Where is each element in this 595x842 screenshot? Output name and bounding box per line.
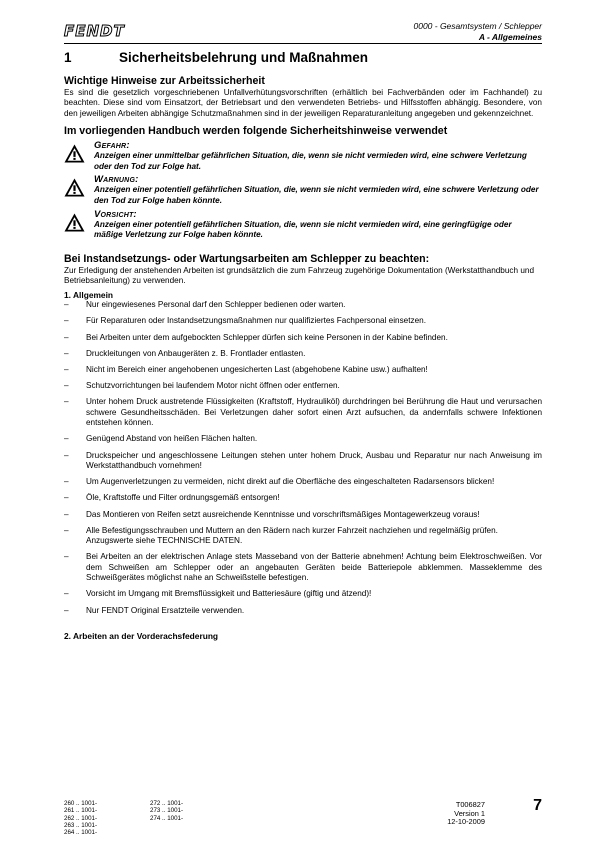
list-item bbox=[64, 589, 542, 599]
dash-marker: – bbox=[64, 493, 69, 503]
safety-notes-heading: Wichtige Hinweise zur Arbeitssicherheit bbox=[64, 75, 265, 87]
list-item bbox=[64, 493, 542, 503]
model-range: 274 .. 1001- bbox=[150, 814, 184, 822]
list-item bbox=[64, 526, 542, 547]
dash-marker: – bbox=[64, 300, 69, 310]
warning-triangle-icon bbox=[64, 140, 94, 166]
warning-item bbox=[64, 174, 542, 206]
list-item-text: Unter hohem Druck austretende Flüssigkeiten (Kraftstoff, Hydrauliköl) durchdringen bei Berührung die Haut und verursachen schwere Gesundheitsschäden. Bei Verletzungen daher sofort einen Arzt aufsuchen, da andernfalls schwere Infektionen entstehen können. bbox=[86, 397, 542, 428]
list-item-text: Öle, Kraftstoffe und Filter ordnungsgemäß entsorgen! bbox=[86, 493, 280, 503]
model-range: 273 .. 1001- bbox=[150, 807, 184, 815]
list-item bbox=[64, 365, 542, 375]
list-item bbox=[64, 381, 542, 391]
doc-id: T006827 bbox=[455, 800, 485, 809]
list-item-text: Vorsicht im Umgang mit Bremsflüssigkeit und Batteriesäure (giftig und ätzend)! bbox=[86, 589, 372, 599]
chapter-title bbox=[64, 50, 542, 66]
list-item bbox=[64, 397, 542, 428]
list-item-text: Nur FENDT Original Ersatzteile verwenden. bbox=[86, 605, 245, 615]
dash-marker: – bbox=[64, 450, 69, 460]
list-item-text: Schutzvorrichtungen bei laufendem Motor nicht öffnen oder entfernen. bbox=[86, 381, 340, 391]
footer-doc-info bbox=[447, 801, 485, 827]
list-item-text: Bei Arbeiten unter dem aufgebockten Schlepper dürfen sich keine Personen in der Kabine befinden. bbox=[86, 332, 448, 342]
page-content bbox=[64, 48, 542, 642]
model-range: 262 .. 1001- bbox=[64, 814, 98, 822]
maintenance-heading: Bei Instandsetzungs- oder Wartungsarbeiten am Schlepper zu beachten: bbox=[64, 252, 430, 265]
dash-marker: – bbox=[64, 525, 69, 535]
warning-item bbox=[64, 140, 542, 172]
warning-text: Anzeigen einer potentiell gefährlichen Situation, die, wenn sie nicht vermieden wird, eine geringfügige oder mäßige Verletzung zur Folge haben könnte. bbox=[94, 219, 512, 240]
list-item-text: Um Augenverletzungen zu vermeiden, nicht direkt auf die Oberfläche des eingeschalteten Radarsensors blicken! bbox=[86, 477, 495, 487]
maintenance-list bbox=[64, 300, 542, 616]
warning-text: Anzeigen einer unmittelbar gefährlichen Situation, die, wenn sie nicht vermieden wird, eine schwere Verletzung oder den Tod zur Folge hat. bbox=[94, 151, 527, 171]
list-item bbox=[64, 434, 542, 444]
list-item-text: Alle Befestigungsschrauben und Muttern an den Rädern nach kurzer Fahrzeit nachziehen und regelmäßig prüfen. Anzugswerte siehe TECHNISCHE DATEN. bbox=[86, 525, 498, 546]
footer-models-col1 bbox=[64, 800, 150, 836]
warning-kind: Gefahr: bbox=[94, 140, 130, 152]
list-item bbox=[64, 316, 542, 326]
dash-marker: – bbox=[64, 397, 69, 407]
model-range: 264 .. 1001- bbox=[64, 829, 98, 837]
dash-marker: – bbox=[64, 552, 69, 562]
warning-triangle-icon bbox=[64, 174, 94, 200]
dash-marker: – bbox=[64, 381, 69, 391]
warning-kind: Vorsicht: bbox=[94, 208, 137, 220]
list-item bbox=[64, 451, 542, 472]
dash-marker: – bbox=[64, 365, 69, 374]
dash-marker: – bbox=[64, 332, 69, 342]
warnings-heading: Im vorliegenden Handbuch werden folgende Sicherheitshinweise verwendet bbox=[64, 125, 448, 138]
maintenance-intro: Zur Erledigung der anstehenden Arbeiten ist grundsätzlich die zum Fahrzeug zugehörige Dokumentation (Werkstatthandbuch und Betriebsanleitung) zu verwenden. bbox=[64, 265, 535, 286]
list-item-text: Das Montieren von Reifen setzt ausreichende Kenntnisse und vorschriftsmäßiges Montagewerkzeug voraus! bbox=[86, 509, 480, 519]
model-range: 260 .. 1001- bbox=[64, 800, 98, 807]
chapter-heading: Sicherheitsbelehrung und Maßnahmen bbox=[119, 50, 369, 65]
header-subsection: A - Allgemeines bbox=[478, 32, 542, 42]
list-item bbox=[64, 349, 542, 359]
list-item-text: Druckleitungen von Anbaugeräten z. B. Frontlader entlasten. bbox=[86, 348, 306, 358]
dash-marker: – bbox=[64, 316, 69, 326]
dash-marker: – bbox=[64, 509, 69, 519]
list-item bbox=[64, 552, 542, 583]
doc-date: 12-10-2009 bbox=[447, 817, 485, 827]
warning-kind: Warnung: bbox=[94, 174, 139, 186]
list-item-text: Druckspeicher und angeschlossene Leitungen stehen unter hohem Druck, Ausbau und Reparatur nur nach Anweisung im Werkstatthandbuch vornehmen! bbox=[86, 450, 542, 471]
list-item bbox=[64, 477, 542, 487]
dash-marker: – bbox=[64, 477, 69, 487]
list-item-text: Nur eingewiesenes Personal darf den Schlepper bedienen oder warten. bbox=[86, 300, 346, 310]
model-range: 272 .. 1001- bbox=[150, 800, 184, 807]
model-range: 263 .. 1001- bbox=[64, 821, 98, 829]
list-item-text: Bei Arbeiten an der elektrischen Anlage stets Masseband von der Batterie abnehmen! Achtung beim Elektroschweißen. Vor dem Schweißen am Schlepper oder an angebauten Geräten beide Batteriepole abklemmen. Masseklemme des Schweißgerätes möglichst nahe an Schweißstelle befestigen. bbox=[86, 552, 542, 583]
fendt-logo: FENDT bbox=[64, 22, 125, 40]
header-section: 0000 - Gesamtsystem / Schlepper bbox=[413, 21, 542, 31]
chapter-number: 1 bbox=[64, 50, 72, 65]
header-rule bbox=[64, 43, 542, 44]
warning-text: Anzeigen einer potentiell gefährlichen Situation, die, wenn sie nicht vermieden wird, eine schwere Verletzung oder den Tod zur Folge haben könnte. bbox=[94, 185, 539, 205]
warning-triangle-icon bbox=[64, 209, 94, 235]
footer-models-col2 bbox=[150, 800, 236, 836]
running-header bbox=[413, 21, 542, 43]
dash-marker: – bbox=[64, 589, 69, 599]
general-subheading: 1. Allgemein bbox=[64, 289, 114, 300]
model-range: 261 .. 1001- bbox=[64, 807, 98, 815]
doc-version: Version 1 bbox=[454, 808, 485, 818]
list-item-text: Nicht im Bereich einer angehobenen ungesicherten Last (abgehobene Kabine usw.) aufhalten! bbox=[86, 365, 428, 374]
warning-item bbox=[64, 209, 542, 241]
list-item bbox=[64, 606, 542, 616]
list-item-text: Für Reparaturen oder Instandsetzungsmaßnahmen nur qualifiziertes Fachpersonal einsetzen. bbox=[86, 316, 426, 326]
safety-notes-text: Es sind die gesetzlich vorgeschriebenen Unfallverhütungsvorschriften (erhältlich bei Fachverbänden oder im Fachhandel) zu beachten. Diese sind vom Einsatzort, der Betriebsart und den verwendeten Betriebs- und Hilfsstoffen abhängig. Besondere, von den jeweiligen Arbeiten abhängige Schutzmaßnahmen sind in der jeweiligen Reparaturanleitung angegeben und gekennzeichnet. bbox=[64, 88, 542, 118]
dash-marker: – bbox=[64, 605, 69, 615]
list-item bbox=[64, 333, 542, 343]
front-axle-subheading: 2. Arbeiten an der Vorderachsfederung bbox=[64, 631, 219, 642]
list-item bbox=[64, 300, 542, 310]
dash-marker: – bbox=[64, 434, 69, 444]
page-number: 7 bbox=[533, 797, 542, 814]
footer-model-list bbox=[64, 800, 236, 836]
list-item bbox=[64, 510, 542, 520]
warnings-list bbox=[64, 140, 542, 241]
list-item-text: Genügend Abstand von heißen Flächen halten. bbox=[86, 434, 258, 444]
dash-marker: – bbox=[64, 348, 69, 358]
